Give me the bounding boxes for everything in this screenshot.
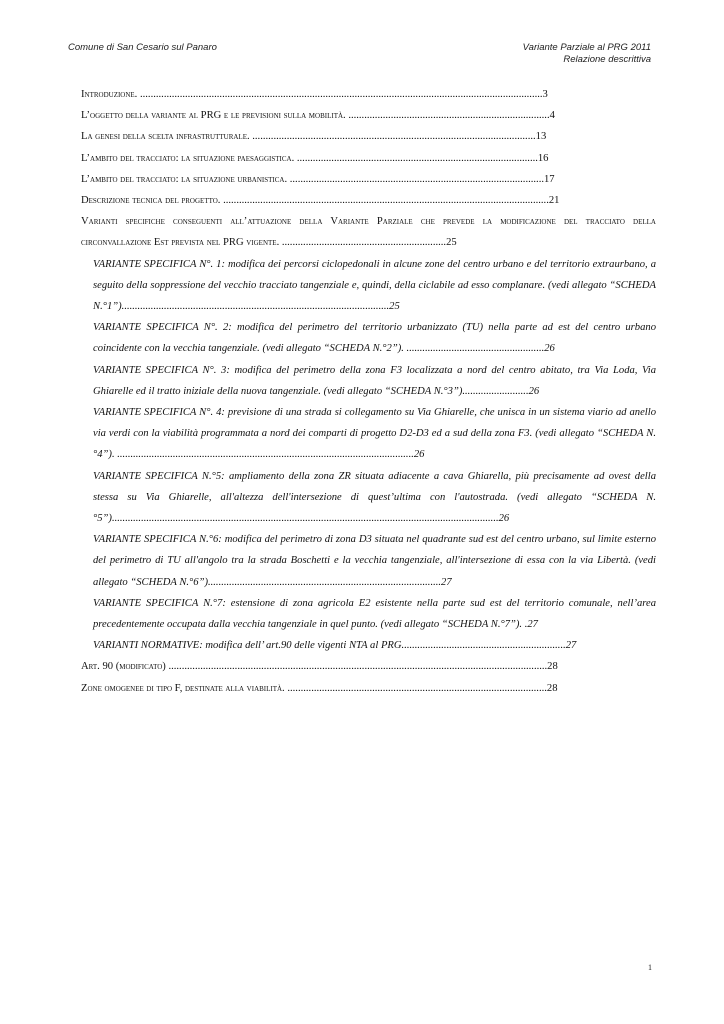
header-right-title: Variante Parziale al PRG 2011 (522, 42, 651, 53)
toc-entry[interactable]: L’oggetto della variante al PRG e le previsioni sulla mobilità. ............................................................................4 (81, 110, 555, 122)
table-of-contents (81, 84, 656, 699)
toc-entry[interactable]: L’ambito del tracciato: la situazione urbanistica. ................................................................................................17 (81, 173, 555, 185)
toc-entry[interactable]: Varianti specifiche conseguenti all’attuazione della Variante Parziale che prevede la modificazione del tracciato della circonvallazione Est prevista nel PRG vigente. ..............................................................25 (81, 216, 656, 249)
toc-subentry[interactable]: VARIANTE SPECIFICA N°. 1: modifica dei percorsi ciclopedonali in alcune zone del centro urbano e del territorio extraurbano, a seguito della soppressione del vecchio tracciato tangenziale e, quindi, della ciclabile ad esso complanare. (vedi allegato “SCHEDA N.°1”).....................................................................................................25 (93, 258, 656, 313)
toc-entry[interactable]: Introduzione. ........................................................................................................................................................3 (81, 89, 548, 100)
header-right (523, 42, 651, 66)
toc-subentry[interactable]: VARIANTE SPECIFICA N°. 2: modifica del perimetro del territorio urbanizzato (TU) nella parte ad est del centro urbano coincidente con la vecchia tangenziale. (vedi allegato “SCHEDA N.°2”). ....................................................26 (93, 322, 656, 355)
header-right-subtitle: Relazione descrittiva (563, 54, 651, 65)
header-left: Comune di San Cesario sul Panaro (68, 42, 217, 53)
toc-entry[interactable]: L’ambito del tracciato: la situazione paesaggistica. ...........................................................................................16 (81, 152, 549, 164)
toc-subentry[interactable]: VARIANTI NORMATIVE: modifica dell’ art.90 delle vigenti NTA al PRG..............................................................27 (93, 640, 577, 652)
toc-subentry[interactable]: VARIANTE SPECIFICA N.°5: ampliamento della zona ZR situata adiacente a cava Ghiarella, più precisamente ad ovest della stessa su Via Ghiarelle, all'altezza dell'intersezione di quest’ultima con l'autostrada. (vedi allegato “SCHEDA N.°5”)..................................................................................................................................................26 (93, 470, 656, 525)
page-number: 1 (648, 963, 652, 972)
toc-entry[interactable]: Descrizione tecnica del progetto. ...........................................................................................................................21 (81, 195, 560, 207)
toc-subentry[interactable]: VARIANTE SPECIFICA N.°6: modifica del perimetro di zona D3 situata nel quadrante sud est del centro urbano, sul limite esterno del perimetro di TU all'angolo tra la strada Boschetti e la vecchia tangenziale, all'intersezione di essa con la via Libertà. (vedi allegato “SCHEDA N.°6”)........................................................................................27 (93, 534, 656, 588)
toc-entry[interactable]: La genesi della scelta infrastrutturale. ...........................................................................................................13 (81, 131, 547, 143)
toc-subentry[interactable]: VARIANTE SPECIFICA N°. 3: modifica del perimetro della zona F3 localizzata a nord del centro abitato, tra Via Loda, Via Ghiarelle ed il tratto iniziale della nuova tangenziale. (vedi allegato “SCHEDA N.°3”).........................26 (93, 364, 656, 397)
toc-subentry[interactable]: VARIANTE SPECIFICA N°. 4: previsione di una strada si collegamento su Via Ghiarelle, che unisca in un sistema viario ad anello via verdi con la viabilità programmata a nord dei comparti di progetto D2-D3 ed a sud della zona F3. (vedi allegato “SCHEDA N.°4”). ................................................................................................................26 (93, 407, 656, 461)
toc-subentry[interactable]: VARIANTE SPECIFICA N.°7: estensione di zona agricola E2 esistente nella parte sud est del territorio comunale, nell’area precedentemente occupata dalla vecchia tangenziale in quel punto. (vedi allegato “SCHEDA N.°7”). .27 (93, 597, 656, 631)
toc-entry[interactable]: Art. 90 (modificato) ...............................................................................................................................................28 (81, 661, 558, 673)
toc-entry[interactable]: Zone omogenee di tipo F, destinate alla viabilità. ..................................................................................................28 (81, 682, 558, 694)
